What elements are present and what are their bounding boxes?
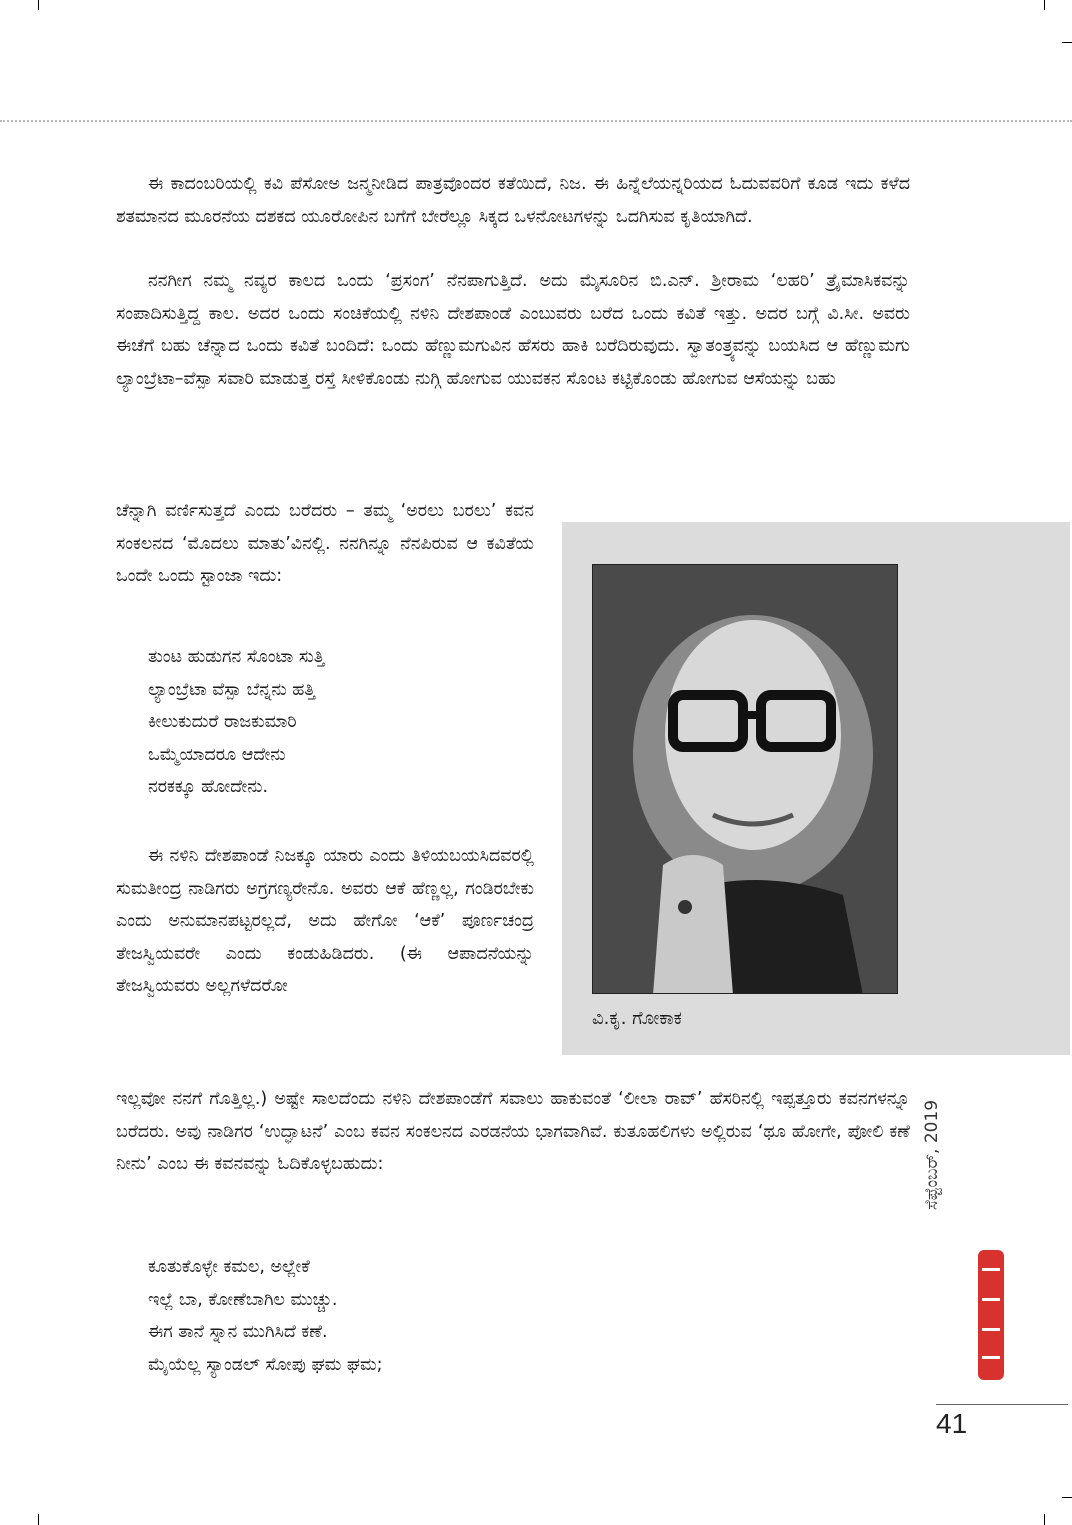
crop-mark <box>38 0 39 10</box>
crop-mark <box>1044 0 1045 10</box>
poem-stanza-2 <box>148 1251 383 1381</box>
crop-mark <box>1062 42 1072 43</box>
poem-line: ಕೀಲುಕುದುರೆ ರಾಜಕುಮಾರಿ <box>148 712 297 733</box>
paragraph-nalini: ಈ ನಳಿನಿ ದೇಶಪಾಂಡೆ ನಿಜಕ್ಕೂ ಯಾರು ಎಂದು ತಿಳಿಯಬಯಸಿದವರಲ್ಲಿ ಸುಮತೀಂದ್ರ ನಾಡಿಗರು ಅಗ್ರಗಣ್ಯರೇನೊ. ಅವರು ಆಕೆ ಹೆಣ್ಣಲ್ಲ, ಗಂಡಿರಬೇಕು ಎಂದು ಅನುಮಾನಪಟ್ಟರಲ್ಲದೆ, ಅದು ಹೇಗೋ ‘ಆಕೆ’ ಪೂರ್ಣಚಂದ್ರ ತೇಜಸ್ವಿಯವರೇ ಎಂದು ಕಂಡುಹಿಡಿದರು. (ಈ ಆಪಾದನೆಯನ್ನು ತೇಜಸ್ವಿಯವರು ಅಲ್ಲಗಳೆದರೋ <box>116 846 534 997</box>
portrait-photo <box>592 564 898 994</box>
poem-line: ಒಮ್ಮೆಯಾದರೂ ಆದೇನು <box>148 744 286 765</box>
header-dotted-rule <box>0 120 1072 122</box>
paragraph-prasanga-continued: ಚೆನ್ನಾಗಿ ವರ್ಣಿಸುತ್ತದೆ ಎಂದು ಬರೆದರು – ತಮ್ಮ ‘ಅರಲು ಬರಲು’ ಕವನ ಸಂಕಲನದ ‘ಮೊದಲು ಮಾತು’ವಿನಲ್ಲಿ. ನನಗಿನ್ನೂ ನೆನಪಿರುವ ಆ ಕವಿತೆಯ ಒಂದೇ ಒಂದು ಸ್ಟಾಂಜಾ ಇದು: <box>116 501 534 587</box>
crop-mark <box>1062 1497 1072 1498</box>
crop-mark <box>1044 1514 1045 1525</box>
paragraph-intro: ಈ ಕಾದಂಬರಿಯಲ್ಲಿ ಕವಿ ಪೆಸೋಅ ಜನ್ಮನೀಡಿದ ಪಾತ್ರವೊಂದರ ಕತೆಯಿದೆ, ನಿಜ. ಈ ಹಿನ್ನೆಲೆಯನ್ನರಿಯದ ಓದುವವರಿಗೆ ಕೂಡ ಇದು ಕಳೆದ ಶತಮಾನದ ಮೂರನೆಯ ದಶಕದ ಯೂರೋಪಿನ ಬಗೆಗೆ ಬೇರೆಲ್ಲೂ ಸಿಕ್ಕದ ಒಳನೋಟಗಳನ್ನು ಒದಗಿಸುವ ಕೃತಿಯಾಗಿದೆ. <box>116 174 910 227</box>
photo-caption: ವಿ.ಕೃ. ಗೋಕಾಕ <box>592 1008 682 1029</box>
poem-line: ಮೈಯೆಲ್ಲ ಸ್ಯಾಂಡಲ್ ಸೋಪು ಘಮ ಘಮ; <box>148 1354 383 1375</box>
footer-rule <box>936 1404 1068 1405</box>
page-number: 41 <box>936 1408 968 1439</box>
magazine-logo <box>978 1250 1004 1380</box>
poem-line: ಇಲ್ಲೆ ಬಾ, ಕೋಣೆಬಾಗಿಲ ಮುಚ್ಚು. <box>148 1289 338 1310</box>
poem-line: ತುಂಟ ಹುಡುಗನ ಸೊಂಟಾ ಸುತ್ತಿ <box>148 647 325 667</box>
poem-stanza-1 <box>148 641 324 804</box>
poem-line: ಲ್ಯಾಂಬ್ರೆಟಾ ವೆಸ್ಪಾ ಬೆನ್ನನು ಹತ್ತಿ <box>148 679 316 700</box>
paragraph-nalini-continued: ಇಲ್ಲವೋ ನನಗೆ ಗೊತ್ತಿಲ್ಲ.) ಅಷ್ಟೇ ಸಾಲದೆಂದು ನಳಿನಿ ದೇಶಪಾಂಡೆಗೆ ಸವಾಲು ಹಾಕುವಂತೆ ‘ಲೀಲಾ ರಾವ್’ ಹೆಸರಿನಲ್ಲಿ ಇಪ್ಪತ್ತೂರು ಕವನಗಳನ್ನೂ ಬರೆದರು. ಅವು ನಾಡಿಗರ ‘ಉದ್ಘಾಟನೆ’ ಎಂಬ ಕವನ ಸಂಕಲನದ ಎರಡನೆಯ ಭಾಗವಾಗಿವೆ. ಕುತೂಹಲಿಗಳು ಅಲ್ಲಿರುವ ‘ಥೂ ಹೋಗೇ, ಪೋಲಿ ಕಣೆ ನೀನು’ ಎಂಬ ಈ ಕವನವನ್ನು ಓದಿಕೊಳ್ಳಬಹುದು: <box>116 1089 910 1175</box>
paragraph-prasanga: ನನಗೀಗ ನಮ್ಮ ನವ್ಯರ ಕಾಲದ ಒಂದು ‘ಪ್ರಸಂಗ’ ನೆನಪಾಗುತ್ತಿದೆ. ಅದು ಮೈಸೂರಿನ ಬಿ.ಎನ್. ಶ್ರೀರಾಮ ‘ಲಹರಿ’ ತ್ರೈಮಾಸಿಕವನ್ನು ಸಂಪಾದಿಸುತ್ತಿದ್ದ ಕಾಲ. ಅದರ ಒಂದು ಸಂಚಿಕೆಯಲ್ಲಿ ನಳಿನಿ ದೇಶಪಾಂಡೆ ಎಂಬುವರು ಬರೆದ ಒಂದು ಕವಿತೆ ಇತ್ತು. ಅದರ ಬಗ್ಗೆ ವಿ.ಸೀ. ಅವರು ಈಚೆಗೆ ಬಹು ಚೆನ್ನಾದ ಒಂದು ಕವಿತೆ ಬಂದಿದೆ: ಒಂದು ಹೆಣ್ಣುಮಗುವಿನ ಹೆಸರು ಹಾಕಿ ಬರೆದಿರುವುದು. ಸ್ವಾತಂತ್ರ್ಯವನ್ನು ಬಯಸಿದ ಆ ಹೆಣ್ಣುಮಗು ಲ್ಯಾಂಬ್ರೆಟಾ–ವೆಸ್ಪಾ ಸವಾರಿ ಮಾಡುತ್ತ ರಸ್ತೆ ಸೀಳಿಕೊಂಡು ನುಗ್ಗಿ ಹೋಗುವ ಯುವಕನ ಸೊಂಟ ಕಟ್ಟಿಕೊಂಡು ಹೋಗುವ ಆಸೆಯನ್ನು ಬಹು <box>116 271 910 389</box>
poem-line: ಈಗ ತಾನೆ ಸ್ನಾನ ಮುಗಿಸಿದೆ ಕಣೆ. <box>148 1322 328 1343</box>
issue-date: ಸೆಪ್ಟೆಂಬರ್, 2019 <box>922 1099 942 1210</box>
portrait-illustration <box>593 565 897 993</box>
crop-mark <box>38 1514 39 1525</box>
poem-line: ನರಕಕ್ಕೂ ಹೋದೇನು. <box>148 777 269 798</box>
poem-line: ಕೂತುಕೊಳ್ಳೇ ಕಮಲ, ಅಲ್ಲೇಕೆ <box>148 1257 310 1277</box>
